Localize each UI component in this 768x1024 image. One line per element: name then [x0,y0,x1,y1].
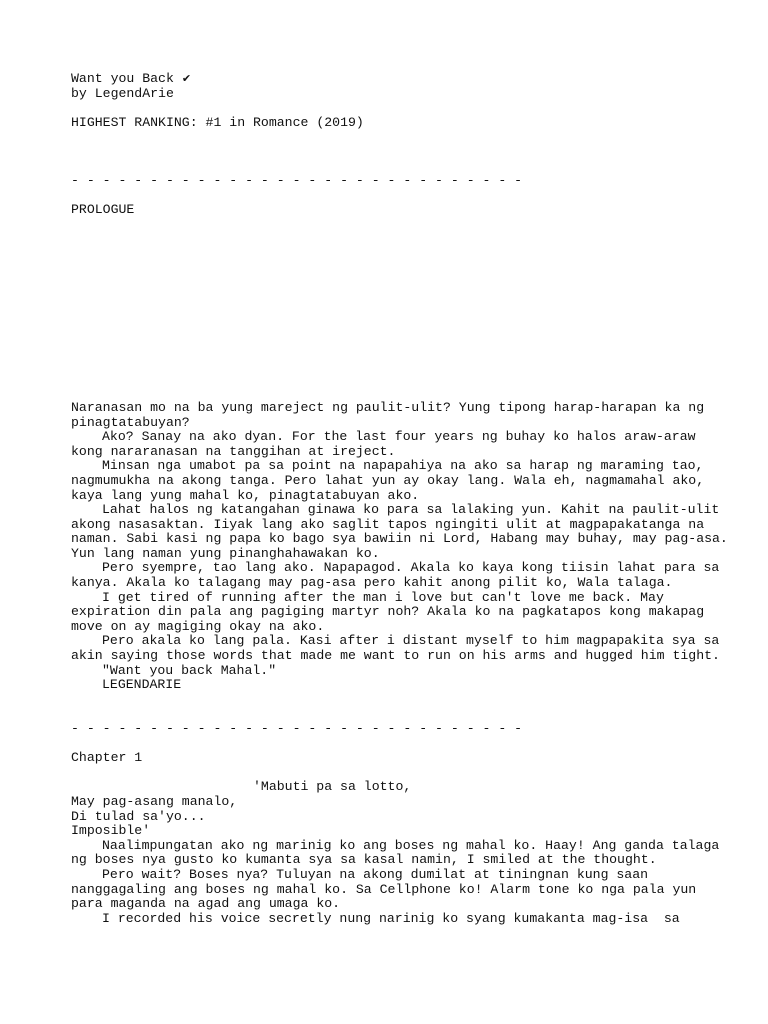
chapter-line: para maganda na agad ang umaga ko. [71,896,341,912]
prologue-line: Yun lang naman yung pinanghahawakan ko. [71,545,380,561]
prologue-line: akong nasasaktan. Iiyak lang ako saglit tapos ngingiti ulit at magpapakatanga na [71,516,705,532]
prologue-line: move on ay magiging okay na ako. [71,618,325,634]
story-title: Want you Back [71,71,174,86]
prologue-line: kaya lang yung mahal ko, pinagtatabuyan ako. [71,487,420,503]
epigraph-line: 'Mabuti pa sa lotto, [253,779,412,795]
chapter-line: I recorded his voice secretly nung narinig ko syang kumakanta mag-isa sa [102,910,680,926]
prologue-line: expiration din pala ang pagiging martyr noh? Akala ko na pagkatapos kong makapag [71,604,705,620]
prologue-line: Pero akala ko lang pala. Kasi after i distant myself to him magpapakita sya sa [102,633,720,649]
prologue-line: pinagtatabuyan? [71,414,190,430]
prologue-line: Lahat halos ng katangahan ginawa ko para sa lalaking yun. Kahit na paulit-ulit [102,502,720,518]
story-author: by LegendArie [71,85,174,101]
prologue-heading: PROLOGUE [71,202,135,218]
chapter-line: nanggagaling ang boses ng mahal ko. Sa Cellphone ko! Alarm tone ko nga pala yun [71,881,697,897]
prologue-quote-line: "Want you back Mahal." [102,662,277,678]
prologue-line: Ako? Sanay na ako dyan. For the last four years ng buhay ko halos araw-araw [102,429,696,445]
chapter-line: Pero wait? Boses nya? Tuluyan na akong dumilat at tiningnan kung saan [102,866,649,882]
chapter-line: Naalimpungatan ako ng marinig ko ang boses ng mahal ko. Haay! Ang ganda talaga [102,837,720,853]
chapter-body [71,839,751,927]
section-separator: - - - - - - - - - - - - - - - - - - - - - - - - - - - - - [71,721,523,737]
epigraph-line: Imposible' [71,823,151,839]
prologue-line: Naranasan mo na ba yung mareject ng paulit-ulit? Yung tipong harap-harapan ka ng [71,399,705,415]
chapter-line: ng boses nya gusto ko kumanta sya sa kasal namin, I smiled at the thought. [71,852,657,868]
prologue-line: naman. Sabi kasi ng papa ko bago sya bawiin ni Lord, Habang may buhay, may pag-asa. [71,531,728,547]
prologue-line: kanya. Akala ko talagang may pag-asa pero kahit anong pilit ko, Wala talaga. [71,575,673,591]
document-page [71,72,751,926]
epigraph-line: Di tulad sa'yo... [71,808,206,824]
prologue-line: Pero syempre, tao lang ako. Napapagod. Akala ko kaya kong tiisin lahat para sa [102,560,720,576]
prologue-line: akin saying those words that made me want to run on his arms and hugged him tight. [71,648,720,664]
prologue-line: nagmumukha na akong tanga. Pero lahat yun ay okay lang. Wala eh, nagmamahal ako, [71,472,705,488]
prologue-line: Minsan nga umabot pa sa point na napapahiya na ako sa harap ng maraming tao, [102,458,704,474]
prologue-line: kong nararanasan na tanggihan at ireject. [71,443,396,459]
highest-ranking: HIGHEST RANKING: #1 in Romance (2019) [71,114,364,130]
check-mark-icon: ✔ [181,72,192,85]
chapter-heading: Chapter 1 [71,750,143,766]
section-separator: - - - - - - - - - - - - - - - - - - - - - - - - - - - - - [71,173,523,189]
prologue-body [71,401,751,693]
prologue-line: I get tired of running after the man i love but can't love me back. May [102,589,664,605]
story-title-line [71,72,751,87]
chapter-epigraph [71,780,751,838]
prologue-signature: LEGENDARIE [102,677,182,693]
epigraph-line: May pag-asang manalo, [71,793,238,809]
